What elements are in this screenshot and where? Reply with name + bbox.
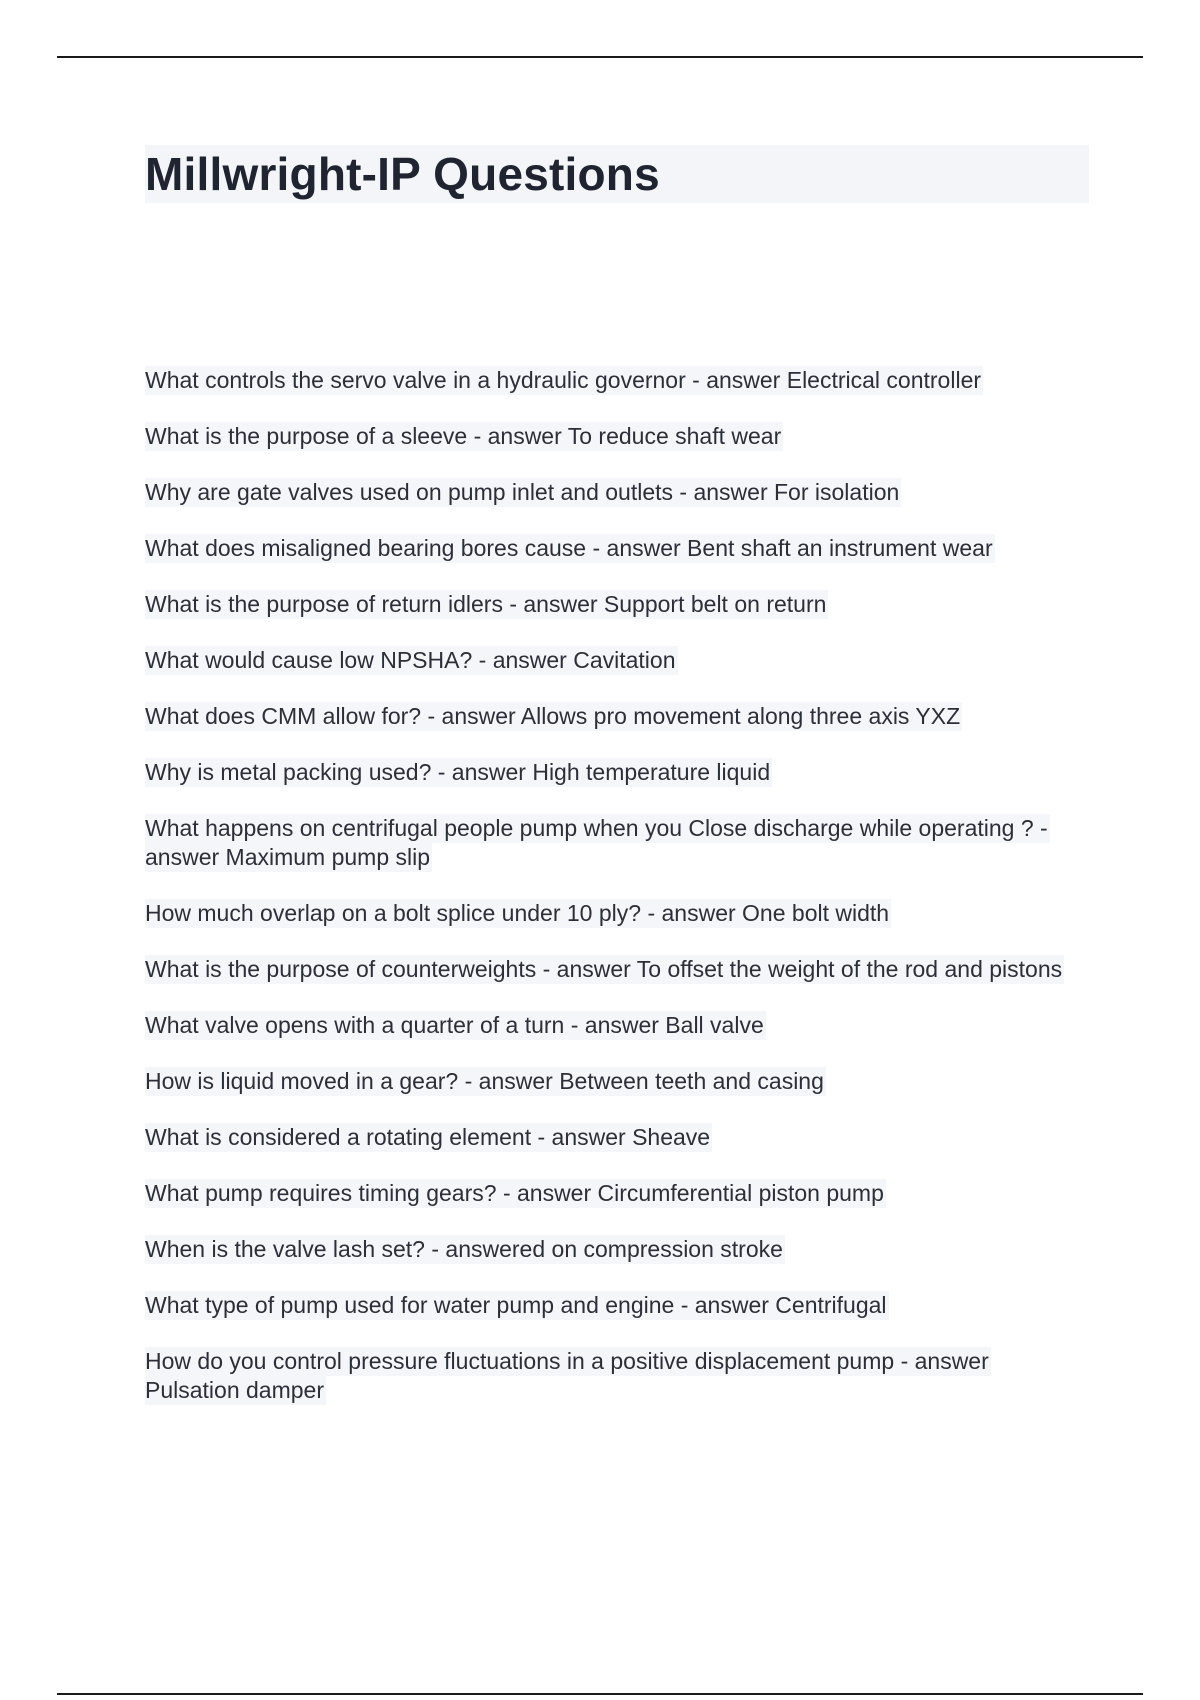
question-answer-text: What does misaligned bearing bores cause - answer Bent shaft an instrument wear: [145, 535, 993, 561]
page-title: Millwright-IP Questions: [145, 148, 660, 200]
top-rule: [57, 56, 1143, 58]
list-item: [145, 1123, 1085, 1152]
question-answer-text: What pump requires timing gears? - answer Circumferential piston pump: [145, 1180, 884, 1206]
question-answer-text: What is the purpose of return idlers - answer Support belt on return: [145, 591, 827, 617]
bottom-rule: [57, 1693, 1143, 1695]
question-answer-text: What is the purpose of counterweights - answer To offset the weight of the rod and pistons: [145, 956, 1063, 982]
list-item: [145, 1067, 1085, 1096]
list-item: [145, 758, 1085, 787]
list-item: [145, 702, 1085, 731]
question-list: [145, 366, 1085, 1432]
question-answer-text: What is considered a rotating element - answer Sheave: [145, 1124, 711, 1150]
list-item: [145, 955, 1085, 984]
list-item: [145, 534, 1085, 563]
question-answer-text: Why are gate valves used on pump inlet and outlets - answer For isolation: [145, 479, 900, 505]
question-answer-text: What type of pump used for water pump and engine - answer Centrifugal: [145, 1292, 887, 1318]
question-answer-text: How do you control pressure fluctuations in a positive displacement pump - answer Pulsation damper: [145, 1348, 989, 1403]
question-answer-text: Why is metal packing used? - answer High temperature liquid: [145, 759, 771, 785]
list-item: [145, 1011, 1085, 1040]
list-item: [145, 590, 1085, 619]
list-item: [145, 1347, 1085, 1405]
question-answer-text: What controls the servo valve in a hydraulic governor - answer Electrical controller: [145, 367, 982, 393]
list-item: [145, 478, 1085, 507]
list-item: [145, 366, 1085, 395]
list-item: [145, 814, 1085, 872]
question-answer-text: What happens on centrifugal people pump when you Close discharge while operating ? - answer Maximum pump slip: [145, 815, 1048, 870]
list-item: [145, 646, 1085, 675]
question-answer-text: What does CMM allow for? - answer Allows pro movement along three axis YXZ: [145, 703, 961, 729]
question-answer-text: How much overlap on a bolt splice under 10 ply? - answer One bolt width: [145, 900, 890, 926]
question-answer-text: What is the purpose of a sleeve - answer To reduce shaft wear: [145, 423, 782, 449]
list-item: [145, 1235, 1085, 1264]
list-item: [145, 422, 1085, 451]
question-answer-text: What valve opens with a quarter of a turn - answer Ball valve: [145, 1012, 764, 1038]
list-item: [145, 1179, 1085, 1208]
question-answer-text: What would cause low NPSHA? - answer Cavitation: [145, 647, 676, 673]
question-answer-text: How is liquid moved in a gear? - answer Between teeth and casing: [145, 1068, 824, 1094]
list-item: [145, 1291, 1085, 1320]
list-item: [145, 899, 1085, 928]
question-answer-text: When is the valve lash set? - answered on compression stroke: [145, 1236, 783, 1262]
